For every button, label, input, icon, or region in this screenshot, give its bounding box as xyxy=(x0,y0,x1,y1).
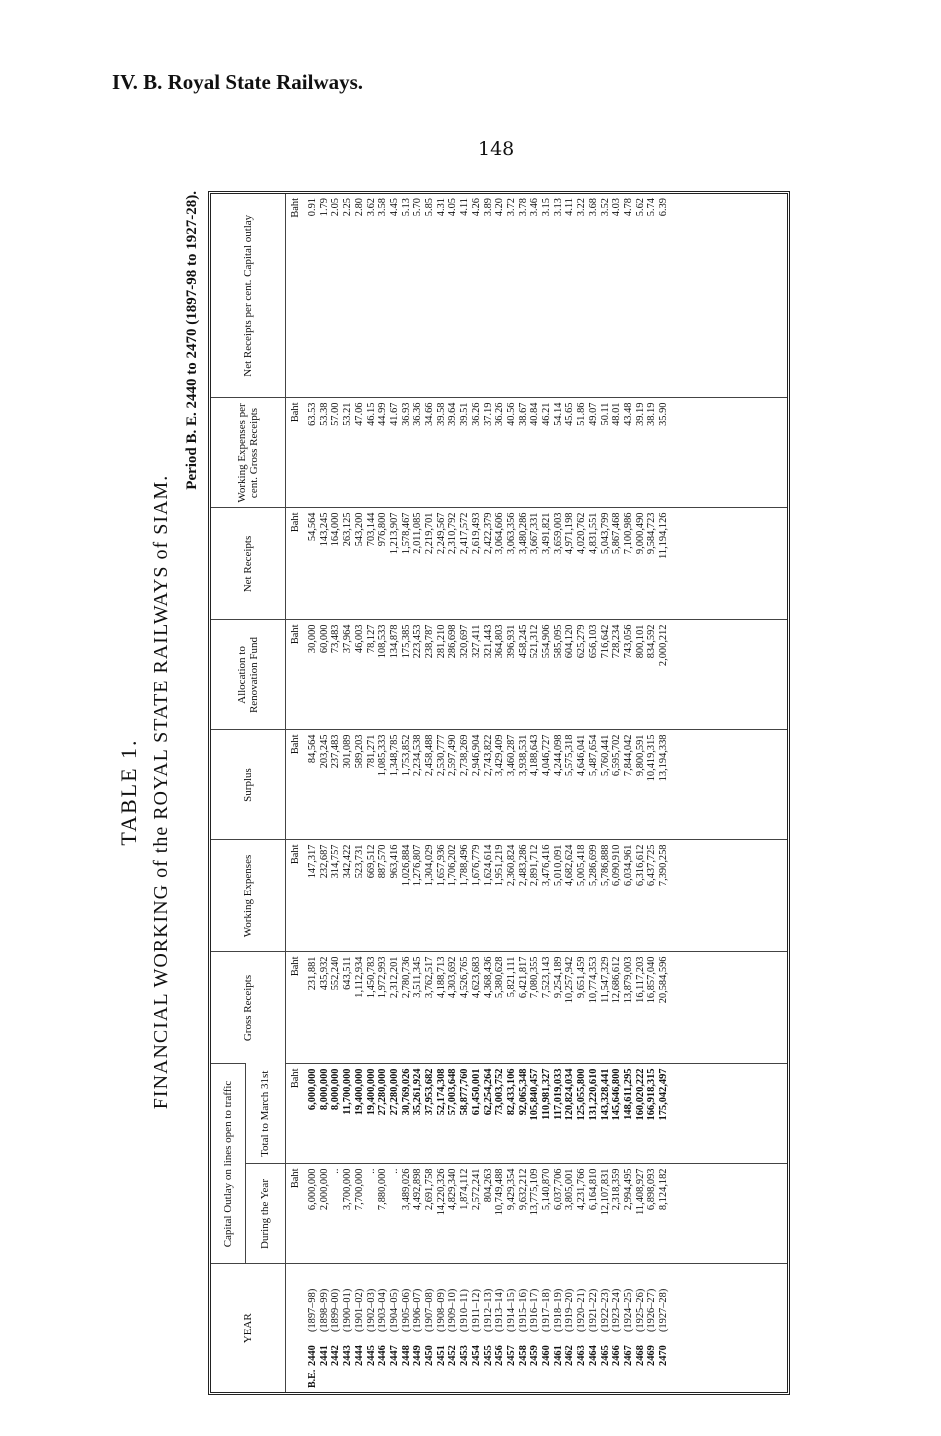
header-working-expenses: Working Expenses xyxy=(211,840,285,952)
be-label: B.E. xyxy=(307,1369,318,1388)
gross-receipts-column: 231,881 435,932 552,240 643,511 1,112,934 1,450,783 1,972,993 2,312,201 2,780,736 3,511,345 3,762,517 4,188,713 4,303,692 4,526,765 4,623,683 4,368,436 5,380,628 5,821,111 6,421,817 7,080,355 7,523,143 9,254,189 10,257,942 9,651,459 10,774,353 11,547,329 12,686,612 13,879,003 16,117,203 16,857,040 20,584,596 xyxy=(307,952,787,1064)
header-total-march: Total to March 31st xyxy=(245,1064,285,1164)
year-cell xyxy=(307,1264,787,1392)
wexp-pct-column: 63.53 53.38 57.00 53.21 47.06 46.15 44.99 41.67 36.93 36.36 34.66 39.58 39.64 39.51 36.26 37.19 36.26 40.56 38.67 40.84 46.21 54.14 45.65 51.86 49.07 50.11 48.01 43.48 39.19 38.19 35.90 xyxy=(307,398,787,508)
unit-cell: Baht xyxy=(290,198,302,218)
unit-cell: Baht xyxy=(285,1164,307,1264)
page-number: 148 xyxy=(478,138,515,160)
unit-cell: Baht xyxy=(285,952,307,1064)
header-surplus: Surplus xyxy=(211,730,285,840)
header-net-receipts: Net Receipts xyxy=(211,508,285,620)
surplus-column: 84,564 203,245 237,483 301,089 589,203 781,271 1,085,333 1,348,785 1,753,852 2,234,538 2,458,488 2,530,777 2,597,490 2,738,269 2,946,904 2,743,822 3,429,409 3,460,287 3,938,531 4,188,643 4,046,727 4,244,098 5,575,318 4,646,041 5,487,654 5,760,441 6,595,702 7,844,042 9,800,591 10,419,315 13,194,338 xyxy=(307,730,787,840)
during-year-column: 6,000,000 2,000,000 .. 3,700,000 7,700,000 .. 7,880,000 .. 3,489,026 4,492,898 2,691,758 14,220,326 4,829,340 1,874,112 2,572,241 804,263 10,749,488 9,429,354 9,632,212 13,775,109 5,140,870 6,037,706 3,805,001 4,231,766 6,164,810 12,107,831 2,318,359 2,994,495 11,408,927 6,898,093 8,124,182 xyxy=(307,1164,787,1264)
unit-cell xyxy=(285,1264,307,1392)
allocation-column: 30,000 60,000 73,483 37,964 46,003 78,127 108,533 134,878 175,385 223,453 238,787 281,210 286,698 320,697 327,411 321,443 364,803 396,931 458,245 521,312 554,906 585,095 604,120 625,279 656,103 716,642 728,234 743,056 800,101 834,592 2,000,212 xyxy=(307,620,787,730)
header-allocation: Allocation to Renovation Fund xyxy=(211,620,285,730)
unit-cell: Baht xyxy=(285,398,307,508)
unit-cell: Baht xyxy=(285,730,307,840)
working-expenses-column: 147,317 232,687 314,757 342,422 523,731 669,512 887,570 963,416 1,026,884 1,276,807 1,304,029 1,657,936 1,706,202 1,788,496 1,676,779 1,624,614 1,951,219 2,360,824 2,483,286 2,891,712 3,476,416 5,010,091 4,682,624 5,005,418 5,286,699 5,786,888 6,090,910 6,034,961 6,316,612 6,437,725 7,390,258 xyxy=(307,840,787,952)
header-net-pct: Net Receipts per cent. Capital outlay xyxy=(211,194,285,398)
header-wexp-pct: Working Expenses per cent. Gross Receipts xyxy=(211,398,285,508)
unit-cell: Baht xyxy=(285,508,307,620)
total-march-column: 6,000,000 8,000,000 8,000,000 11,700,000 19,400,000 19,400,000 27,280,000 27,280,000 30,769,026 35,261,924 37,953,682 52,174,308 57,003,648 58,877,760 61,450,001 62,254,264 73,003,752 82,433,106 92,065,348 105,840,457 110,981,327 117,019,033 120,824,034 125,055,800 131,220,610 143,328,441 145,646,800 148,611,295 160,020,222 166,918,315 175,042,497 xyxy=(307,1064,787,1164)
unit-cell: Baht xyxy=(285,620,307,730)
rotated-table-block xyxy=(116,189,796,1395)
section-header: IV. B. Royal State Railways. xyxy=(112,70,364,94)
net-receipts-column: 54,564 143,245 164,000 263,125 543,200 703,144 976,800 1,213,907 1,578,467 2,011,085 2,219,701 2,249,567 2,310,792 2,417,572 2,619,493 2,422,379 3,064,606 3,063,356 3,480,286 3,667,331 3,491,821 3,659,003 4,971,198 4,020,762 4,831,551 5,043,799 5,867,468 7,100,986 9,000,490 9,584,723 11,194,126 xyxy=(307,508,787,620)
header-year: YEAR xyxy=(211,1264,285,1392)
table-body-row xyxy=(307,194,787,1392)
be-years-column: 2440 2441 2442 2443 2444 2445 2446 2447 2448 2449 2450 2451 2452 2453 2454 2455 2456 2457 2458 2459 2460 2461 2462 2463 2464 2465 2466 2467 2468 2469 2470 xyxy=(307,1345,670,1366)
unit-cell: Baht xyxy=(285,840,307,952)
period-subtitle: Period B. E. 2440 to 2470 (1897-98 to 1927-28). xyxy=(184,191,200,490)
ad-years-column: (1897–98) (1898–99) (1899–00) (1900–01) (1901–02) (1902–03) (1903–04) (1904–05) (1905–06) (1906–07) (1907–08) (1908–09) (1909–10) (1910–11) (1911–12) (1912–13) (1913–14) (1914–15) (1915–16) (1916–17) (1917–18) (1918–19) (1919–20) (1920–21) (1921–22) (1922–23) (1923–24) (1924–25) (1925–26) (1926–27) (1927–28) xyxy=(307,1288,670,1332)
header-gross-receipts: Gross Receipts xyxy=(211,952,285,1064)
financial-table xyxy=(208,191,790,1395)
table-label: TABLE 1. xyxy=(116,738,141,846)
header-during-year: During the Year xyxy=(245,1164,285,1264)
unit-cell: Baht xyxy=(285,1064,307,1164)
net-pct-column: 0.91 1.79 2.05 2.25 2.80 3.62 3.58 4.45 5.13 5.70 5.85 4.31 4.05 4.11 4.26 3.89 4.20 3.72 3.78 3.46 3.15 3.13 4.11 3.22 3.68 3.52 4.03 4.78 5.62 5.74 6.39 xyxy=(307,198,670,217)
table-title: FINANCIAL WORKING of the ROYAL STATE RAILWAYS of SIAM. xyxy=(150,474,172,1110)
header-capital-outlay: Capital Outlay on lines open to traffic xyxy=(211,1064,245,1264)
